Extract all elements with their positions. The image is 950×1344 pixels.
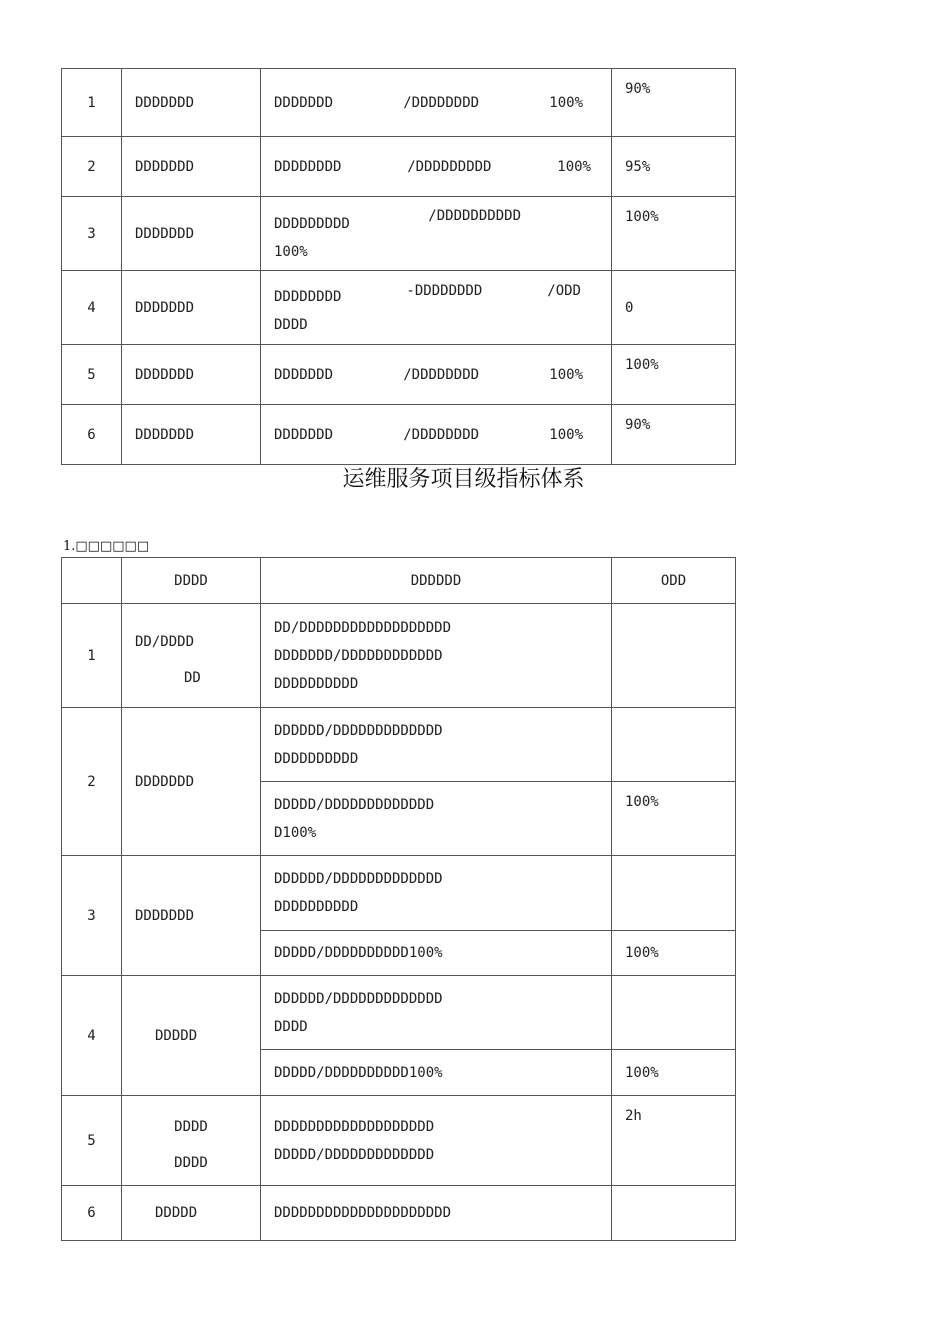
- table-row: [62, 604, 736, 708]
- desc-line: DDDDD/DDDDDDDDDDDDD: [274, 1146, 435, 1163]
- header-cell: [62, 558, 122, 604]
- indicator-description: [261, 271, 612, 345]
- indicator-value: 2h: [612, 1096, 736, 1186]
- indicator-value: 90%: [612, 405, 736, 465]
- desc-part: 100%: [549, 94, 583, 111]
- indicator-description: DDDDDDDDDDDDDDDDDDDDD: [261, 1186, 612, 1241]
- indicator-value: 100%: [612, 931, 736, 976]
- table-row: [62, 137, 736, 197]
- name-line: DD: [184, 669, 201, 686]
- desc-line: DDDDDDD/DDDDDDDDDDDD: [274, 647, 443, 664]
- indicator-description: [261, 137, 612, 197]
- row-number: 6: [62, 1186, 122, 1241]
- desc-part: /DDDDDDDD: [403, 94, 480, 111]
- desc-line: DDDDDDDDDD: [274, 899, 359, 915]
- desc-line: DDDDDD/DDDDDDDDDDDDD: [274, 722, 443, 739]
- indicator-value: [612, 856, 736, 931]
- desc-part: -DDDDDDDD: [406, 282, 483, 299]
- row-number: 2: [62, 137, 122, 197]
- indicator-value: 95%: [612, 137, 736, 197]
- indicator-value: 90%: [612, 69, 736, 137]
- table-row: [62, 1186, 736, 1241]
- header-cell: DDDDDD: [261, 558, 612, 604]
- desc-line: DDDDDD/DDDDDDDDDDDDD: [274, 871, 443, 887]
- desc-line: DDDDDDDDDDDDDDDDDDD: [274, 1118, 435, 1135]
- indicator-name: DDDDDDD: [122, 69, 261, 137]
- indicator-name: DDDDDDD: [122, 708, 261, 856]
- indicator-value: [612, 708, 736, 782]
- desc-part: /DDDDDDDD: [403, 366, 480, 383]
- desc-part: 100%: [274, 243, 308, 260]
- indicator-description: [261, 1096, 612, 1186]
- desc-line: DDDDDDDDDD: [274, 675, 359, 692]
- indicator-table-2: [61, 557, 736, 1241]
- table-row: [62, 197, 736, 271]
- indicator-description: [261, 604, 612, 708]
- indicator-name: DDDDDDD: [122, 345, 261, 405]
- desc-part: DDDD: [274, 316, 308, 333]
- desc-part: 100%: [549, 426, 583, 443]
- desc-line: DDDD: [274, 1018, 308, 1035]
- desc-part: /DDDDDDDDD: [407, 158, 492, 175]
- indicator-name: DDDDD: [122, 1186, 261, 1241]
- row-number: 2: [62, 708, 122, 856]
- row-number: 5: [62, 1096, 122, 1186]
- row-number: 4: [62, 976, 122, 1096]
- header-cell: DDDD: [122, 558, 261, 604]
- desc-line: DDDDDD/DDDDDDDDDDDDD: [274, 990, 443, 1007]
- desc-part: /DDDDDDDDDD: [428, 207, 521, 224]
- subheading: 1.□□□□□□: [63, 539, 150, 554]
- header-cell: ODD: [612, 558, 736, 604]
- row-number: 4: [62, 271, 122, 345]
- desc-part: 100%: [549, 366, 583, 383]
- indicator-value: 0: [612, 271, 736, 345]
- indicator-description: [261, 856, 612, 931]
- indicator-name: DDDDDDD: [122, 856, 261, 976]
- desc-part: DDDDDDD: [274, 94, 334, 111]
- desc-line: D100%: [274, 824, 317, 841]
- desc-part: /ODD: [547, 282, 581, 299]
- desc-part: DDDDDDD: [274, 366, 334, 383]
- indicator-description: [261, 197, 612, 271]
- indicator-description: [261, 782, 612, 856]
- row-number: 5: [62, 345, 122, 405]
- table-row: [62, 856, 736, 931]
- row-number: 1: [62, 69, 122, 137]
- desc-line: DDDDD/DDDDDDDDDDDDD: [274, 796, 435, 813]
- indicator-description: [261, 976, 612, 1050]
- row-number: 3: [62, 197, 122, 271]
- indicator-value: 100%: [612, 345, 736, 405]
- indicator-description: [261, 69, 612, 137]
- indicator-description: [261, 708, 612, 782]
- table-header-row: [62, 558, 736, 604]
- indicator-name: [122, 1096, 261, 1186]
- table-row: [62, 976, 736, 1050]
- indicator-name: [122, 604, 261, 708]
- table-row: [62, 708, 736, 782]
- desc-line: DD/DDDDDDDDDDDDDDDDDD: [274, 619, 452, 636]
- desc-part: DDDDDDDDD: [274, 215, 350, 232]
- indicator-table-1: [61, 68, 736, 465]
- row-number: 1: [62, 604, 122, 708]
- desc-part: DDDDDDDD: [274, 288, 342, 305]
- indicator-value: [612, 1186, 736, 1241]
- desc-part: DDDDDDDD: [274, 158, 342, 175]
- table-row: [62, 69, 736, 137]
- indicator-name: DDDDDDD: [122, 405, 261, 465]
- desc-part: DDDDDDD: [274, 426, 334, 443]
- section-title: 运维服务项目级指标体系: [342, 467, 585, 492]
- indicator-value: 100%: [612, 782, 736, 856]
- indicator-description: [261, 405, 612, 465]
- table-row: [62, 271, 736, 345]
- name-line: DDDD: [174, 1118, 208, 1135]
- table-row: [62, 345, 736, 405]
- desc-part: 100%: [557, 158, 591, 175]
- indicator-value: [612, 604, 736, 708]
- indicator-value: [612, 976, 736, 1050]
- indicator-value: 100%: [612, 1050, 736, 1096]
- indicator-value: 100%: [612, 197, 736, 271]
- desc-part: /DDDDDDDD: [403, 426, 480, 443]
- indicator-name: DDDDDDD: [122, 197, 261, 271]
- desc-line: DDDDDDDDDD: [274, 750, 359, 767]
- indicator-description: [261, 345, 612, 405]
- name-line: DD/DDDD: [135, 633, 195, 650]
- indicator-description: DDDDD/DDDDDDDDDD100%: [261, 931, 612, 976]
- row-number: 6: [62, 405, 122, 465]
- table-row: [62, 405, 736, 465]
- indicator-name: DDDDDDD: [122, 137, 261, 197]
- row-number: 3: [62, 856, 122, 976]
- table-row: [62, 1096, 736, 1186]
- indicator-name: DDDDDDD: [122, 271, 261, 345]
- indicator-name: DDDDD: [122, 976, 261, 1096]
- name-line: DDDD: [174, 1154, 208, 1171]
- indicator-description: DDDDD/DDDDDDDDDD100%: [261, 1050, 612, 1096]
